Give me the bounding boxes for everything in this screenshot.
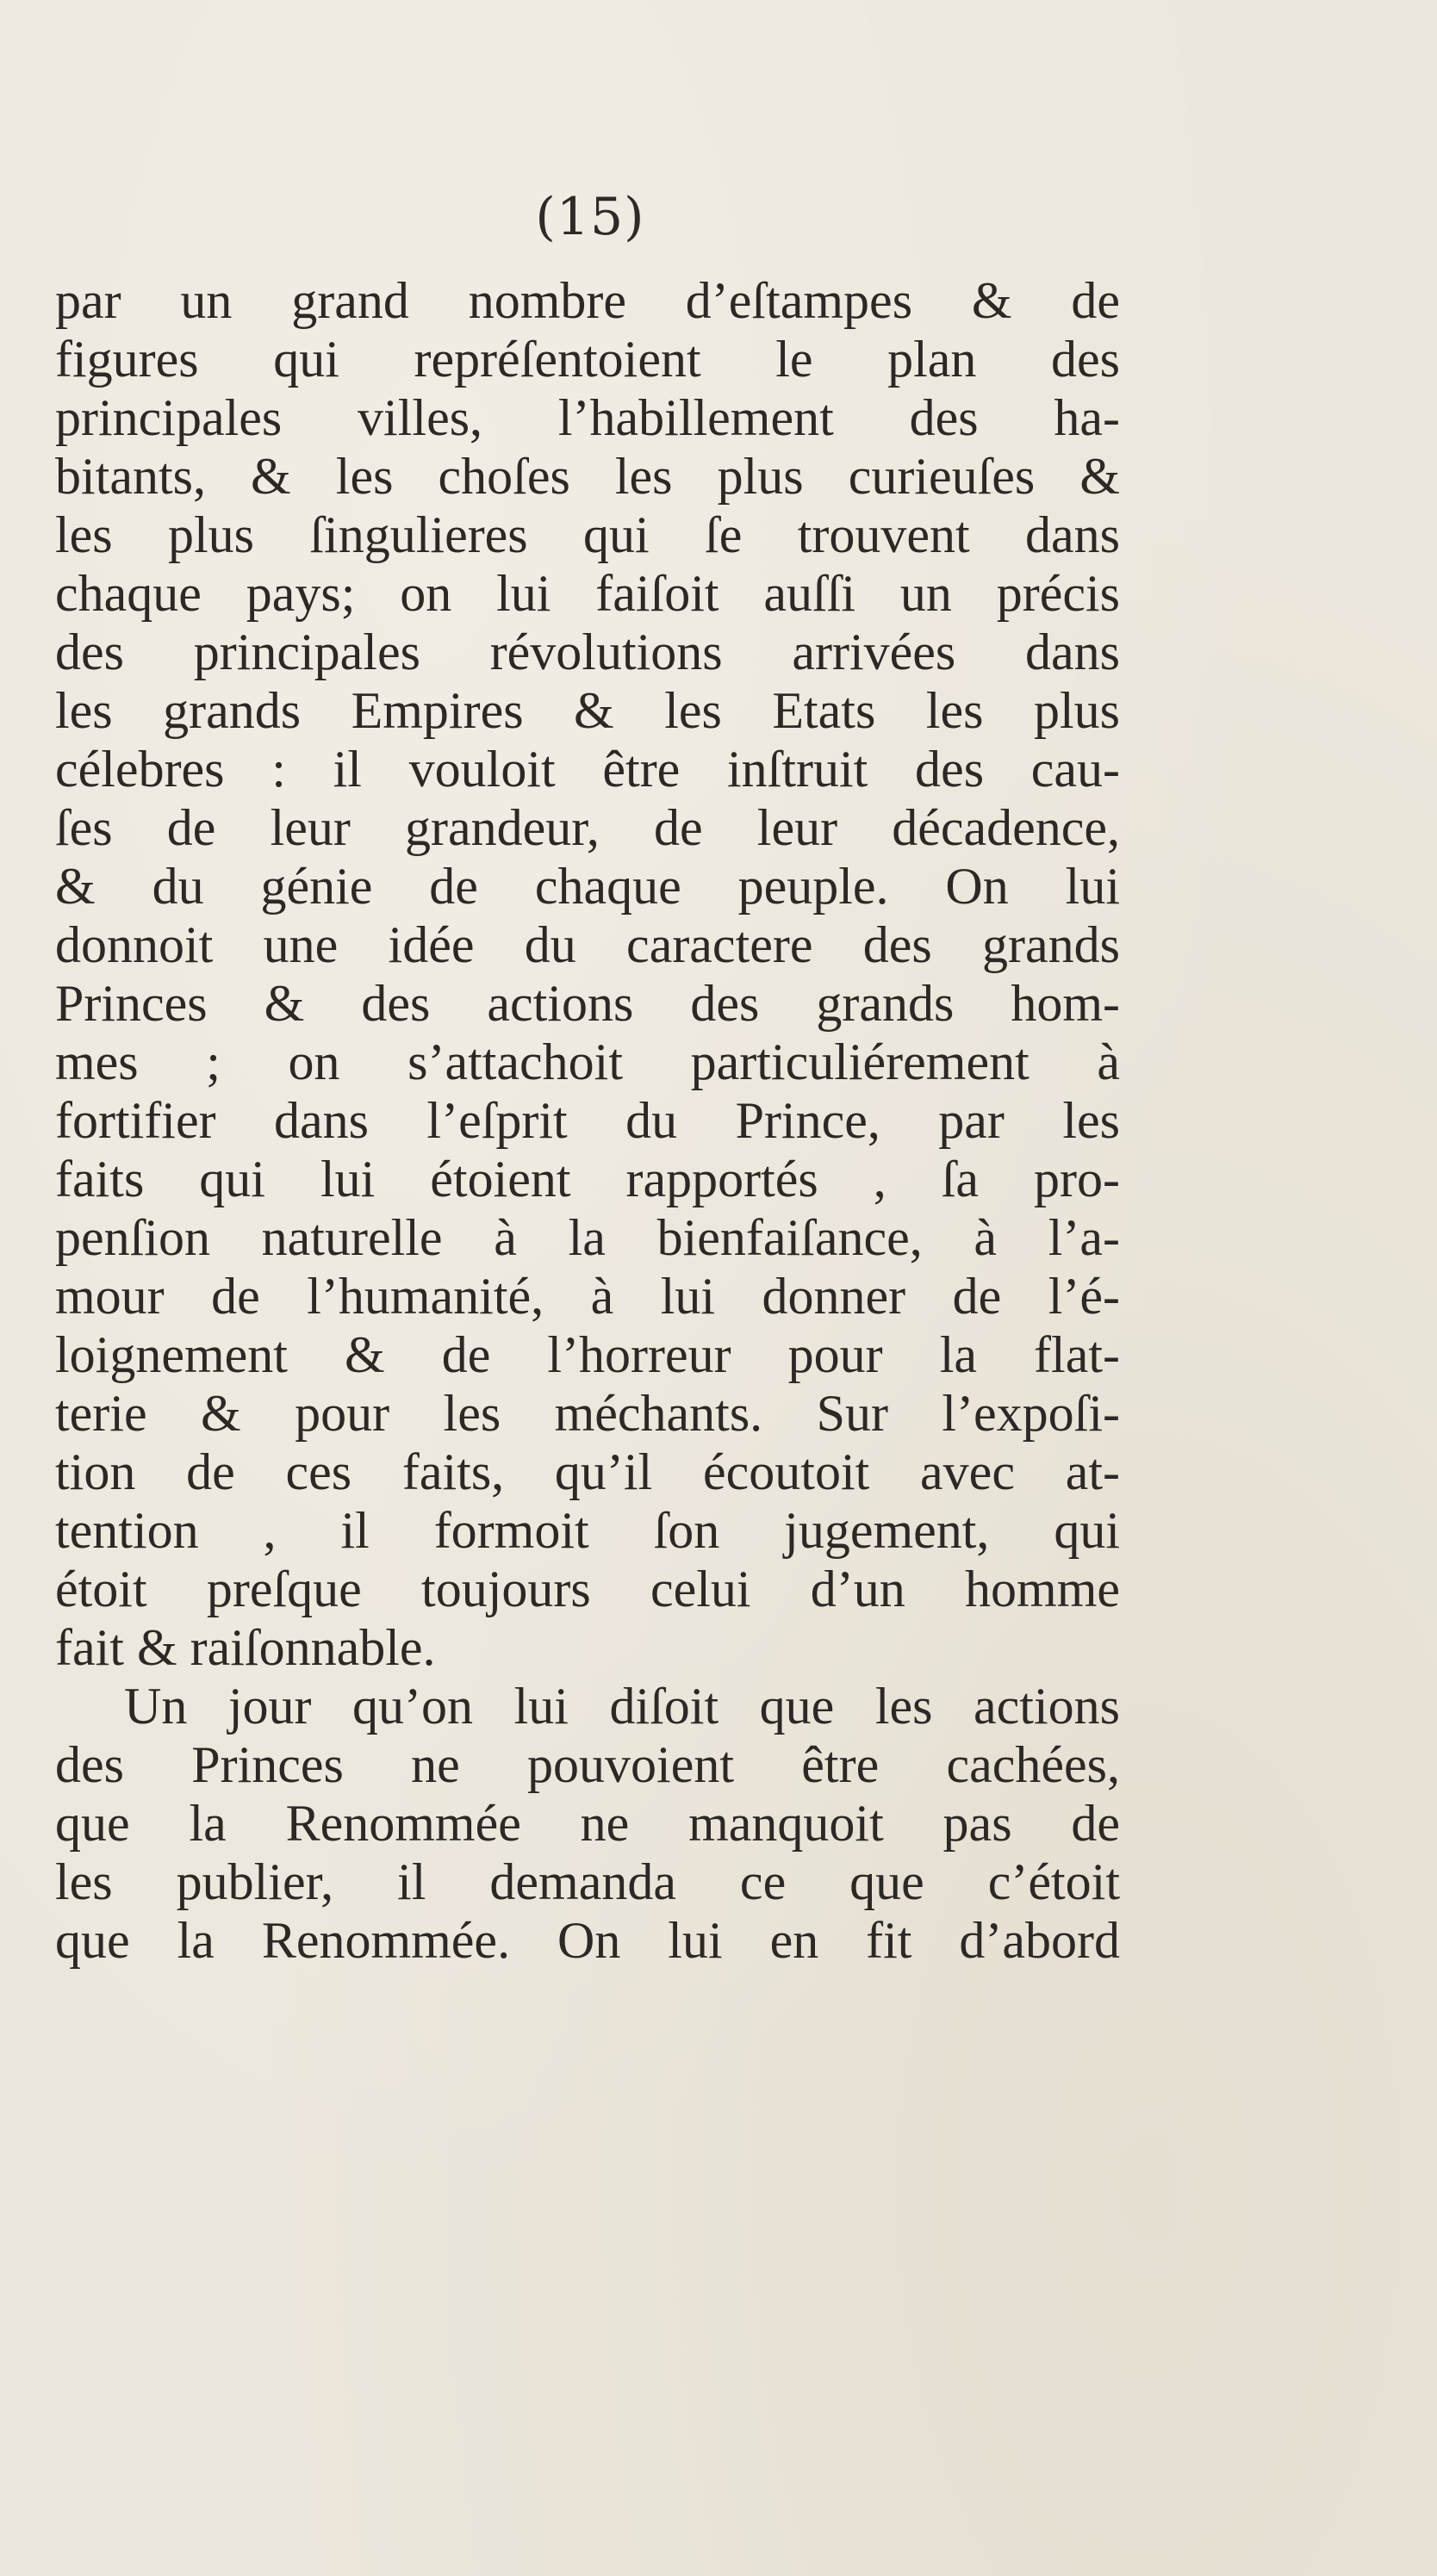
body-text — [55, 271, 1120, 1970]
text-line: terie & pour les méchants. Sur l’expoſi- — [55, 1385, 1120, 1442]
text-line: donnoit une idée du caractere des grands — [55, 916, 1120, 973]
text-line: & du génie de chaque peuple. On lui — [55, 858, 1120, 915]
text-line: Un jour qu’on lui diſoit que les actions — [124, 1678, 1120, 1735]
text-line: les plus ſingulieres qui ſe trouvent dans — [55, 506, 1120, 563]
text-line: tion de ces faits, qu’il écoutoit avec at- — [55, 1443, 1120, 1500]
text-line: fortifier dans l’eſprit du Prince, par les — [55, 1092, 1120, 1149]
text-line: les publier, il demanda ce que c’étoit — [55, 1853, 1120, 1910]
text-line: étoit preſque toujours celui d’un homme — [55, 1561, 1120, 1617]
text-line: fait & raiſonnable. — [55, 1619, 436, 1676]
text-line: que la Renommée ne manquoit pas de — [55, 1795, 1120, 1852]
text-line: penſion naturelle à la bienfaiſance, à l’a- — [55, 1209, 1120, 1266]
text-line: ſes de leur grandeur, de leur décadence, — [55, 799, 1120, 856]
text-line: mour de l’humanité, à lui donner de l’é- — [55, 1268, 1120, 1325]
text-line: loignement & de l’horreur pour la flat- — [55, 1326, 1120, 1383]
text-line: chaque pays; on lui faiſoit auſſi un précis — [55, 565, 1120, 622]
text-line: les grands Empires & les Etats les plus — [55, 682, 1120, 739]
paragraph-1 — [55, 271, 1120, 1677]
text-line: mes ; on s’attachoit particuliérement à — [55, 1034, 1120, 1090]
text-line: tention , il formoit ſon jugement, qui — [55, 1502, 1120, 1559]
text-line: par un grand nombre d’eſtampes & de — [55, 272, 1120, 329]
text-line: figures qui repréſentoient le plan des — [55, 331, 1120, 388]
text-line: que la Renommée. On lui en fit d’abord — [55, 1912, 1120, 1969]
text-line: principales villes, l’habillement des ha- — [55, 389, 1120, 446]
text-line: célebres : il vouloit être inſtruit des cau- — [55, 741, 1120, 798]
text-line: faits qui lui étoient rapportés , ſa pro- — [55, 1151, 1120, 1207]
page-number: (15) — [535, 187, 645, 247]
text-line: des principales révolutions arrivées dans — [55, 624, 1120, 680]
text-line: Princes & des actions des grands hom- — [55, 975, 1120, 1032]
paragraph-2 — [55, 1677, 1120, 1970]
text-line: bitants, & les choſes les plus curieuſes & — [55, 448, 1120, 505]
text-line: des Princes ne pouvoient être cachées, — [55, 1736, 1120, 1793]
